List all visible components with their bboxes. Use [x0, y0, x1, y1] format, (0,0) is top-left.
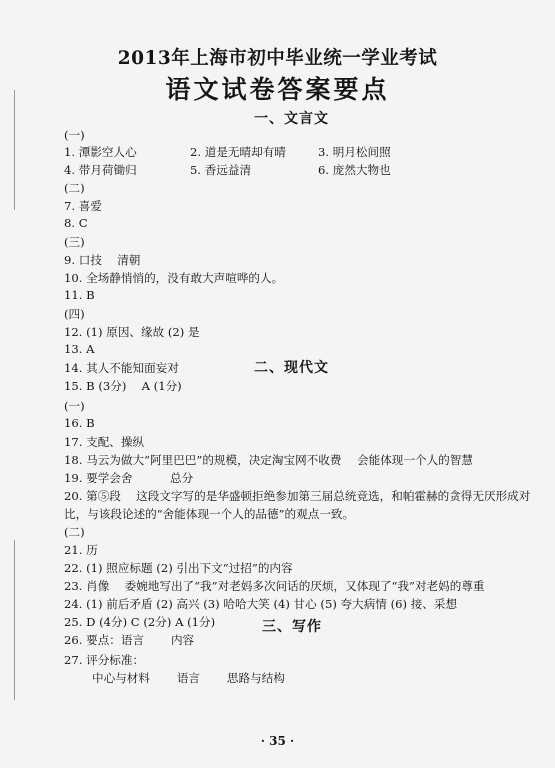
answer-item: 23. 肖像 委婉地写出了“我”对老妈多次问话的厌烦，又体现了“我”对老妈的尊重 [64, 579, 485, 593]
answer-item: 17. 支配、操纵 [64, 435, 145, 449]
answer-item: 6. 庞然大物也 [318, 163, 391, 177]
document-title: 2013年上海市初中毕业统一学业考试 [117, 48, 438, 69]
scan-edge-line [14, 90, 15, 210]
part-label: (二) [64, 525, 85, 539]
answer-item: 16. B [64, 416, 95, 430]
grading-criteria: 中心与材料 语言 思路与结构 [92, 671, 285, 685]
answer-item: 25. D (4分) C (2分) A (1分) [64, 615, 216, 629]
answer-item: 14. 其人不能知面妄对 [64, 361, 179, 375]
answer-item: 22. (1) 照应标题 (2) 引出下文“过招”的内容 [64, 561, 293, 575]
page-number: · 35 · [260, 734, 295, 748]
answer-item: 1. 潭影空人心 [64, 145, 137, 159]
section-heading-classical: 一、文言文 [254, 111, 329, 127]
section-heading-writing: 三、写作 [262, 619, 322, 635]
part-label: (二) [64, 181, 85, 195]
answer-item-continued: 会能体现一个人的智慧 [357, 453, 473, 467]
answer-item: 4. 带月荷锄归 [64, 163, 137, 177]
answer-item: 18. 马云为做大“阿里巴巴”的规模，决定淘宝网不收费 [64, 453, 342, 467]
document-subtitle: 语文试卷答案要点 [165, 75, 390, 104]
answer-item-continued: 比，与该段论述的“舍能体现一个人的品德”的观点一致。 [64, 507, 355, 521]
section-heading-modern: 二、现代文 [254, 360, 329, 376]
answer-item: 13. A [64, 342, 95, 356]
answer-item: 5. 香远益清 [190, 163, 252, 177]
part-label: (一) [64, 128, 85, 142]
part-label: (四) [64, 307, 85, 321]
answer-item: 19. 要学会舍 [64, 471, 133, 485]
answer-item: 24. (1) 前后矛盾 (2) 高兴 (3) 哈哈大笑 (4) 甘心 (5) 夸大病情 (6) 接、采想 [64, 597, 458, 611]
answer-item: 9. 口技 清朝 [64, 253, 141, 267]
answer-item: 2. 道是无晴却有晴 [190, 145, 286, 159]
answer-item: 21. 历 [64, 543, 98, 557]
answer-item: 8. C [64, 216, 88, 230]
part-label: (一) [64, 399, 85, 413]
answer-item: 7. 喜爱 [64, 199, 102, 213]
answer-item: 15. B (3分) A (1分) [64, 379, 182, 393]
answer-item: 10. 全场静悄悄的，没有敢大声喧哗的人。 [64, 271, 284, 285]
answer-item: 20. 第⑤段 这段文字写的是华盛顿拒绝参加第三届总统竞选，和帕霍赫的贪得无厌形成对 [64, 489, 531, 503]
answer-item: 11. B [64, 288, 95, 302]
answer-item-continued: 总分 [170, 471, 194, 485]
scan-edge-line [14, 540, 15, 700]
answer-item: 27. 评分标准： [64, 653, 145, 667]
part-label: (三) [64, 235, 85, 249]
answer-item: 3. 明月松间照 [318, 145, 391, 159]
answer-item: 12. (1) 原因、缘故 (2) 是 [64, 325, 200, 339]
answer-item: 26. 要点：语言 内容 [64, 633, 195, 647]
